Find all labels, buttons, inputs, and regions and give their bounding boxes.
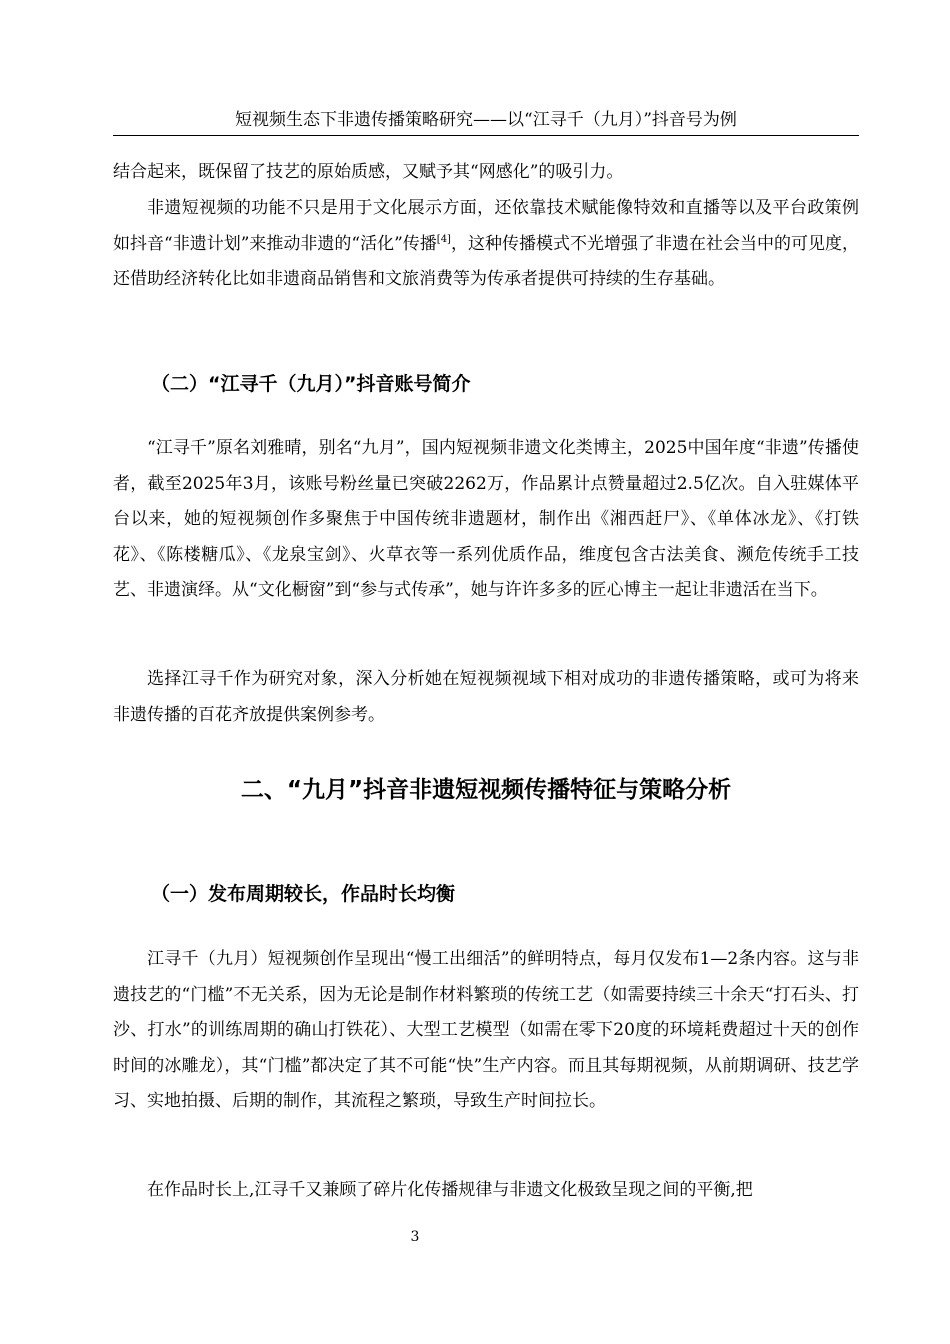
running-header: 短视频生态下非遗传播策略研究——以“江寻千（九月）”抖音号为例 bbox=[235, 110, 737, 130]
paragraph-research-rationale: 选择江寻千作为研究对象，深入分析她在短视频视域下相对成功的非遗传播策略，或可为将来非遗传播的百花齐放提供案例参考。 bbox=[113, 669, 859, 725]
page-number: 3 bbox=[410, 1229, 420, 1245]
paragraph-text-part-a: 非遗短视频的功能不只是用于文化展示方面，还依靠技术赋能像特效和直播等以及平台政策例如抖音“非遗计划”来推动非遗的“活化”传播 bbox=[113, 198, 859, 254]
chapter-heading-strategy-analysis: 二、“九月”抖音非遗短视频传播特征与策略分析 bbox=[240, 777, 732, 803]
citation-reference: [4] bbox=[436, 233, 451, 245]
paragraph-release-cycle: 江寻千（九月）短视频创作呈现出“慢工出细活”的鲜明特点，每月仅发布1—2条内容。这与非遗技艺的“门槛”不无关系，因为无论是制作材料繁琐的传统工艺（如需要持续三十余天“打石头、打沙、打水”的训练周期的确山打铁花）、大型工艺模型（如需在零下20度的环境耗费超过十天的创作时间的冰雕龙），其“门槛”都决定了其不可能“快”生产内容。而且其每期视频，从前期调研、技艺学习、实地拍摄、后期的制作，其流程之繁琐，导致生产时间拉长。 bbox=[113, 949, 859, 1111]
paragraph-intangible-heritage-video-function bbox=[113, 191, 859, 298]
section-heading-account-intro: （二）“江寻千（九月）”抖音账号简介 bbox=[151, 373, 471, 395]
paragraph-text-part-b: ，这种传播模式不光增强了非遗在社会当中的可见度，还借助经济转化比如非遗商品销售和文旅消费等为传承者提供可持续的生存基础。 bbox=[113, 233, 860, 289]
paragraph-account-profile: “江寻千”原名刘雅晴，别名“九月”，国内短视频非遗文化类博主，2025中国年度“非遗”传播使者，截至2025年3月，该账号粉丝量已突破2262万，作品累计点赞量超过2.5亿次。自入驻媒体平台以来，她的短视频创作多聚焦于中国传统非遗题材，制作出《湘西赶尸》、《单体冰龙》、《打铁花》、《陈楼糖瓜》、《龙泉宝剑》、火草衣等一系列优质作品，维度包含古法美食、濒危传统手工技艺、非遗演绎。从“文化橱窗”到“参与式传承”，她与许许多多的匠心博主一起让非遗活在当下。 bbox=[113, 438, 859, 600]
paragraph-video-duration: 在作品时长上,江寻千又兼顾了碎片化传播规律与非遗文化极致呈现之间的平衡,把 bbox=[147, 1180, 753, 1200]
paragraph-continuation: 结合起来，既保留了技艺的原始质感，又赋予其“网感化”的吸引力。 bbox=[113, 162, 624, 182]
section-heading-release-cycle: （一）发布周期较长，作品时长均衡 bbox=[151, 883, 456, 905]
header-divider bbox=[113, 135, 859, 136]
